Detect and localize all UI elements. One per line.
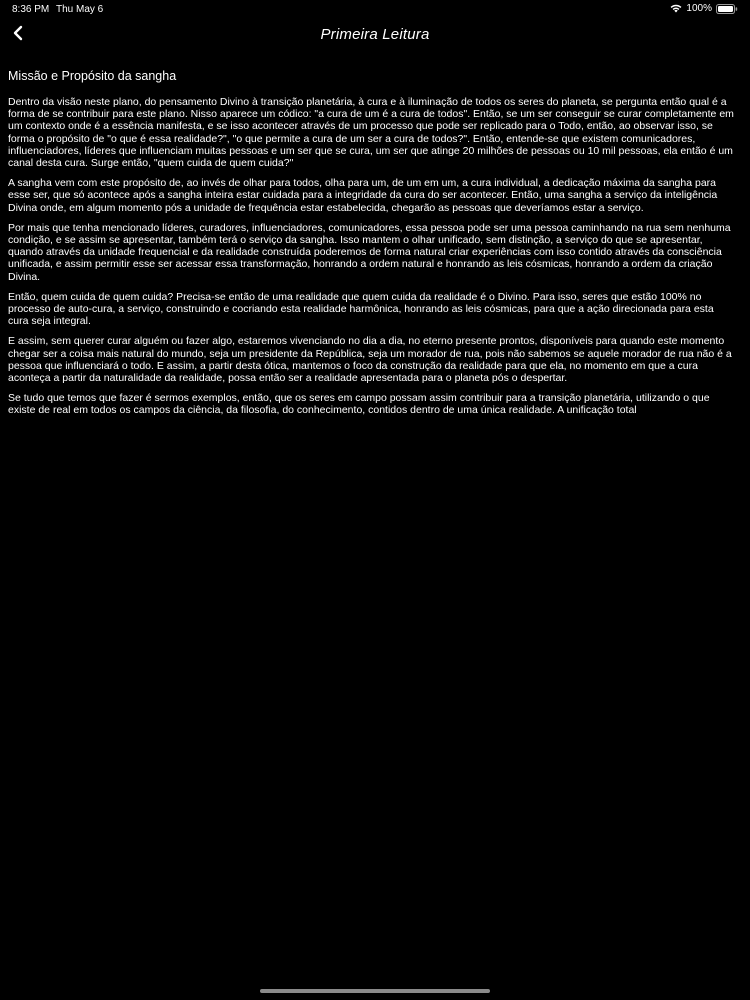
- status-date: Thu May 6: [56, 4, 104, 15]
- article-content: [8, 68, 734, 425]
- wifi-icon: [670, 4, 682, 13]
- article-paragraph: A sangha vem com este propósito de, ao invés de olhar para todos, olha para um, de um em um, a cura individual, a dedicação máxima da sangha para esse ser, que só acontece após a sangha inteira estar cuidada para a integridade da cura do ser acontecer. Então, uma sangha a serviço da inteligência Divina onde, em algum momento pós a unidade de frequência estar estabelecida, chegarão as pessoas que deveríamos estar a serviço.: [8, 177, 718, 214]
- article-paragraph: E assim, sem querer curar alguém ou fazer algo, estaremos vivenciando no dia a dia, no eterno presente prontos, disponíveis para quando este momento chegar ser a coisa mais natural do mundo, seja um presidente da República, seja um morador de rua, pois não sabemos se aquele morador de rua não é a pessoa que influenciará o todo. E assim, a partir desta ótica, mantemos o foco da construção da realidade para que ela, no momento em que a cura aconteça a partir da naturalidade da realidade, possa então ser a realidade apresentada para o planeta pós o despertar.: [8, 335, 732, 385]
- battery-percentage: 100%: [686, 3, 712, 14]
- article-paragraph: Se tudo que temos que fazer é sermos exemplos, então, que os seres em campo possam assim contribuir para a transição planetária, utilizando o que existe de real em todos os campos da ciência, da filosofia, do conhecimento, contidos dentro de uma única realidade. A unificação total: [8, 392, 710, 417]
- article-title: Missão e Propósito da sangha: [8, 69, 177, 83]
- status-bar: [0, 0, 750, 18]
- navigation-bar: [0, 18, 750, 52]
- battery-icon: [716, 4, 738, 14]
- article-paragraph: Dentro da visão neste plano, do pensamento Divino à transição planetária, à cura e à iluminação de todos os seres do planeta, se pergunta então qual é a forma de se contribuir para este plano. Nisso aparece um códico: "a cura de um é a cura de todos". Então, se um ser conseguir se curar completamente em um contexto onde é a essência manifesta, e se isso acontecer através de um processo que pode ser replicado para o Todo, então, ao observar isso, se forma o propósito de "o que é essa realidade?", "o que permite a cura de um ser a cura de todos?". Então, entende-se que existem comunicadores, influenciadores, líderes que influenciam muitas pessoas e um ser que se cura, um ser que atinge 20 milhões de pessoas ou 10 mil pessoas, ela então é um canal desta cura. Surge então, "quem cuida de quem cuida?": [8, 96, 734, 170]
- article-paragraph: Por mais que tenha mencionado líderes, curadores, influenciadores, comunicadores, essa pessoa pode ser uma pessoa caminhando na rua sem nenhuma condição, e se assim se apresentar, também terá o serviço da sangha. Isso mantem o olhar unificado, sem distinção, a serviço do que se apresentar, quando através da unidade frequencial e da realidade construída poderemos de forma natural criar experiências com isso contido através da consciência unificada, e assim permitir esse ser acessar essa transformação, honrando a ordem natural e honrando as leis cósmicas, honrando a ordem da criação Divina.: [8, 221, 731, 283]
- status-time: 8:36 PM: [12, 4, 50, 15]
- page-title: Primeira Leitura: [320, 26, 430, 43]
- home-indicator[interactable]: [260, 989, 490, 993]
- status-indicators: [670, 3, 738, 14]
- article-paragraph: Então, quem cuida de quem cuida? Precisa-se então de uma realidade que quem cuida da realidade é o Divino. Para isso, seres que estão 100% no processo de auto-cura, a serviço, construindo e cocriando esta realidade harmônica, honrando as leis cósmicas, para que a ação direcionada para esta cura seja integral.: [8, 290, 714, 328]
